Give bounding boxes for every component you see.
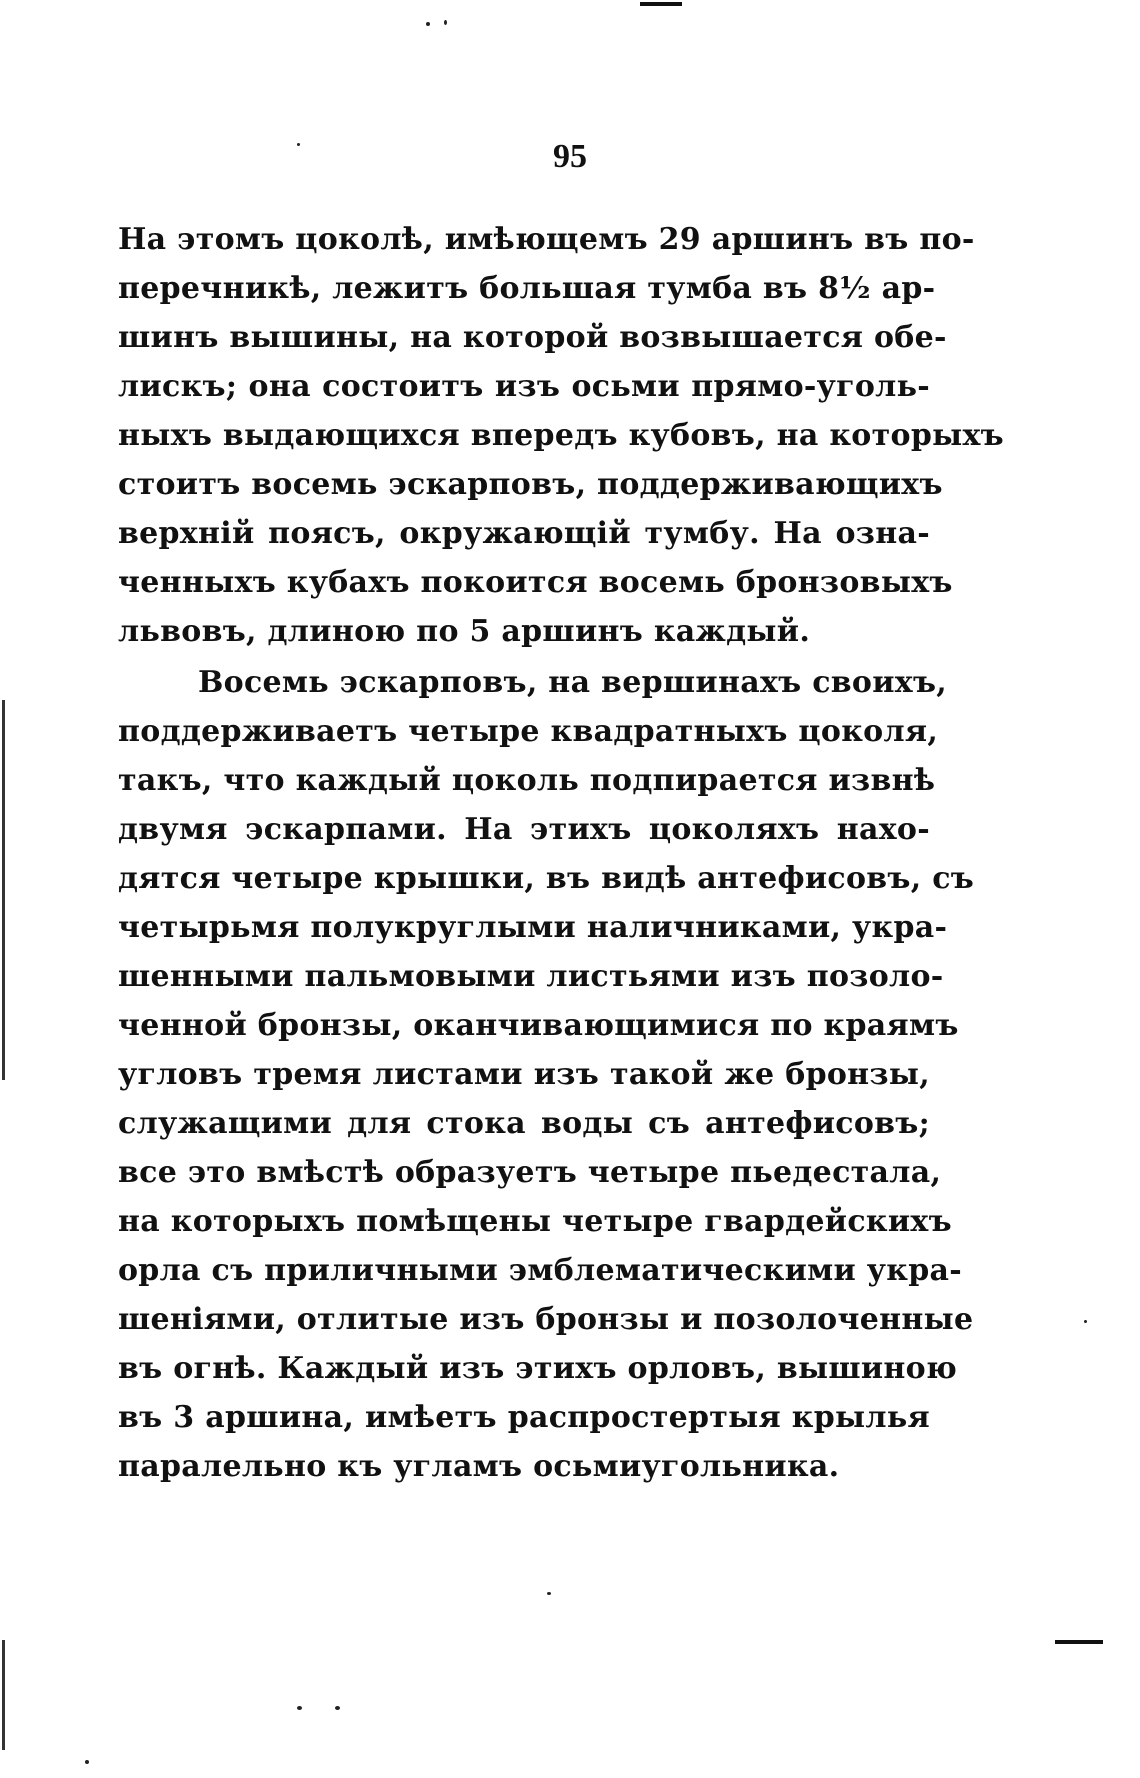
text-line: Восемь эскарповъ, на вершинахъ своихъ, bbox=[198, 665, 948, 700]
text-line: шинъ вышины, на которой возвышается обе- bbox=[118, 320, 947, 355]
text-line: четырьмя полукруглыми наличниками, укра- bbox=[118, 910, 948, 945]
text-line: ченной бронзы, оканчивающимися по краямъ bbox=[118, 1008, 959, 1043]
scan-speck bbox=[85, 1760, 89, 1764]
text-line: угловъ тремя листами изъ такой же бронзы, bbox=[118, 1057, 930, 1092]
text-line: двумя эскарпами. На этихъ цоколяхъ нахо- bbox=[118, 812, 930, 847]
scan-speck bbox=[335, 1706, 340, 1710]
text-line: лискъ; она состоитъ изъ осьми прямо-уголь- bbox=[118, 369, 930, 404]
text-line: въ 3 аршина, имѣетъ распростертыя крылья bbox=[118, 1400, 930, 1435]
text-line: все это вмѣстѣ образуетъ четыре пьедестала, bbox=[118, 1155, 942, 1190]
text-line: шеніями, отлитые изъ бронзы и позолоченные bbox=[118, 1302, 974, 1337]
text-line: перечникѣ, лежитъ большая тумба въ 8½ ар- bbox=[118, 271, 936, 306]
page-number: 95 bbox=[553, 138, 587, 175]
paragraph bbox=[118, 658, 975, 1491]
scan-speck bbox=[547, 1592, 551, 1595]
paragraph bbox=[118, 215, 1004, 656]
scan-edge-line bbox=[2, 700, 5, 1080]
scan-mark-top bbox=[640, 2, 682, 6]
text-line: орла съ приличными эмблематическими укра- bbox=[118, 1253, 963, 1288]
scan-speck bbox=[444, 20, 447, 25]
text-line: такъ, что каждый цоколь подпирается извнѣ bbox=[118, 763, 936, 798]
text-line: На этомъ цоколѣ, имѣющемъ 29 аршинъ въ по- bbox=[118, 222, 975, 257]
text-line: въ огнѣ. Каждый изъ этихъ орловъ, вышиною bbox=[118, 1351, 958, 1386]
text-line: львовъ, длиною по 5 аршинъ каждый. bbox=[118, 614, 811, 649]
text-line: верхній поясъ, окружающій тумбу. На озна- bbox=[118, 516, 930, 551]
text-line: паралельно къ угламъ осьмиугольника. bbox=[118, 1449, 840, 1484]
text-line: шенными пальмовыми листьями изъ позоло- bbox=[118, 959, 944, 994]
scan-edge-line-lower bbox=[2, 1640, 5, 1750]
scan-speck bbox=[1084, 1320, 1087, 1323]
scan-speck bbox=[297, 1706, 302, 1710]
text-line: ныхъ выдающихся впередъ кубовъ, на которыхъ bbox=[118, 418, 1004, 453]
text-line: служащими для стока воды съ антефисовъ; bbox=[118, 1106, 930, 1141]
text-line: стоитъ восемь эскарповъ, поддерживающихъ bbox=[118, 467, 943, 502]
text-line: дятся четыре крышки, въ видѣ антефисовъ, съ bbox=[118, 861, 975, 896]
text-line: на которыхъ помѣщены четыре гвардейскихъ bbox=[118, 1204, 952, 1239]
body-text bbox=[118, 215, 1004, 1491]
text-line: поддерживаетъ четыре квадратныхъ цоколя, bbox=[118, 714, 939, 749]
scan-mark-right bbox=[1055, 1640, 1103, 1644]
scan-speck bbox=[426, 22, 430, 26]
text-line: ченныхъ кубахъ покоится восемь бронзовыхъ bbox=[118, 565, 953, 600]
